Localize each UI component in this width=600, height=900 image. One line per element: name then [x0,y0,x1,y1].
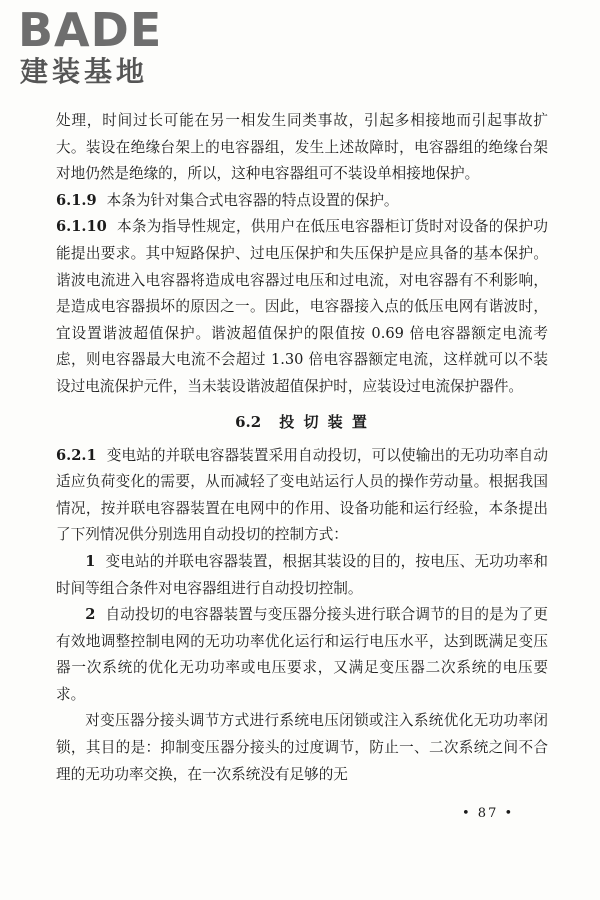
logo [18,3,178,90]
section-title-text: 投 切 装 置 [279,412,369,431]
item-text: 变电站的并联电容器装置，根据其装设的目的，按电压、无功功率和时间等组合条件对电容器组进行自动投切控制。 [56,552,548,597]
logo-subtitle: 建装基地 [20,55,149,88]
list-item-1 [56,549,548,602]
item-number: 2 [85,606,96,624]
item-number: 1 [85,552,96,570]
item-text: 自动投切的电容器装置与变压器分接头进行联合调节的目的是为了更有效地调整控制电网的无功功率优化运行和运行电压水平，达到既满足变压器一次系统的优化无功功率或电压要求，又满足变压器二次系统的电压要求。 [56,606,548,703]
clause-text: 变电站的并联电容器装置采用自动投切，可以使输出的无功功率自动适应负荷变化的需要，从而减轻了变电站运行人员的操作劳动量。根据我国情况，按并联电容器装置在电网中的作用、设备功能和运行经验，本条提出了下列情况供分别选用自动投切的控制方式： [56,446,548,544]
clause-text: 本条为针对集合式电容器的特点设置的保护。 [106,191,399,209]
paragraph-transformer-tap [56,708,548,788]
clause-6-1-9 [56,188,548,215]
clause-6-1-10 [56,214,548,400]
clause-6-2-1 [56,443,548,549]
section-number: 6.2 [235,412,262,431]
clause-number: 6.1.9 [56,191,97,209]
list-item-2 [56,602,548,708]
section-heading [56,409,548,435]
document-body [56,108,548,788]
page-number: • 87 • [462,806,515,821]
logo-wordmark: BADE [18,3,163,57]
clause-number: 6.1.10 [56,218,107,236]
clause-number: 6.2.1 [56,446,97,464]
paragraph-text: 对变压器分接头调节方式进行系统电压闭锁或注入系统优化无功功率闭锁，其目的是：抑制变压器分接头的过度调节，防止一、二次系统之间不合理的无功功率交换，在一次系统没有足够的无 [56,712,548,783]
clause-text: 本条为指导性规定，供用户在低压电容器柜订货时对设备的保护功能提出要求。其中短路保护、过电压保护和失压保护是应具备的基本保护。谐波电流进入电容器将造成电容器过电压和过电流，对电容器有不利影响，是造成电容器损坏的原因之一。因此，电容器接入点的低压电网有谐波时，宜设置谐波超值保护。谐波超值保护的限值按 0.69 倍电容器额定电流考虑，则电容器最大电流不会超过 1.30 倍电容器额定电流，这样就可以不装设过电流保护元件，当未装设谐波超值保护时，应装设过电流保护器件。 [56,218,548,395]
paragraph-text: 处理，时间过长可能在另一相发生同类事故，引起多相接地而引起事故扩大。装设在绝缘台架上的电容器组，发生上述故障时，电容器组的绝缘台架对地仍然是绝缘的，所以，这种电容器组可不装设单相接地保护。 [56,112,548,183]
paragraph-continuation [56,108,548,188]
